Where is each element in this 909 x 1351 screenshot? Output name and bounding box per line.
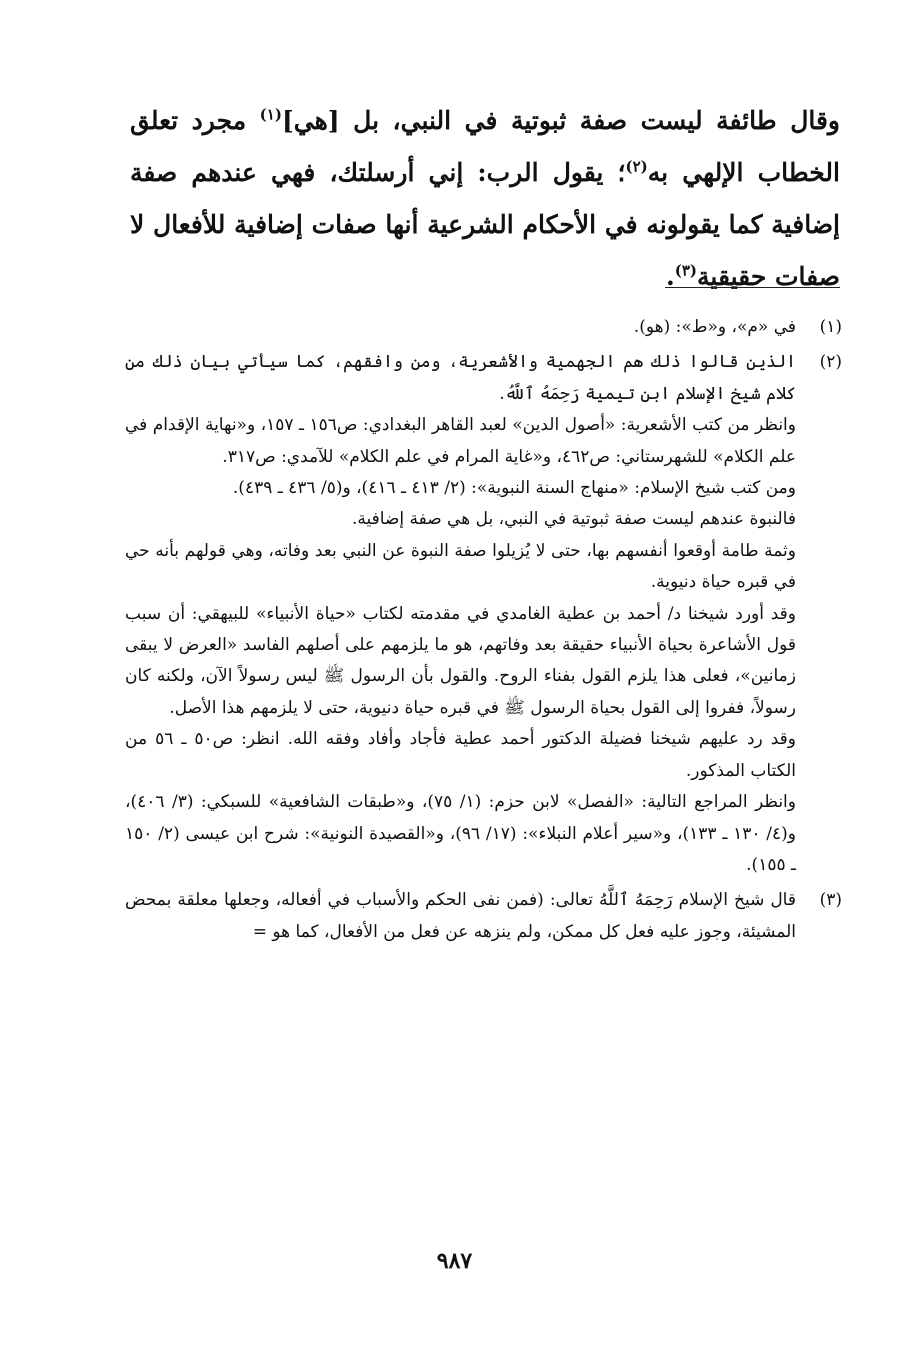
footnote-paragraph: وانظر المراجع التالية: «الفصل» لابن حزم: (١/ ٧٥)، و«طبقات الشافعية» للسبكي: (٣/ ٤٠٦)، و(٤/ ١٣٠ ـ ١٣٣)، و«سير أعلام النبلاء»: (١٧/ ٩٦)، و«القصيدة النونية»: شرح ابن عيسى (٢/ ١٥٠ ـ ١٥٥). [125, 792, 796, 875]
footnote-ref: (٢) [625, 157, 648, 176]
main-text-part: ؛ يقول الرب: إني أرسلتك، فهي عندهم صفة إضافية كما يقولونه في الأحكام الشرعية أنها صفات إضافية للأفعال لا صفات حقيقية [130, 158, 840, 291]
footnote [125, 885, 842, 948]
footnote-ref: (٣) [674, 261, 698, 280]
footnote-paragraph: وقد أورد شيخنا د/ أحمد بن عطية الغامدي في مقدمته لكتاب «حياة الأنبياء» للبيهقي: أن سبب قول الأشاعرة بحياة الأنبياء حقيقة بعد وفاتهم، هو ما يلزمهم على أصلهم الفاسد «العرض لا يبقى زمانين»، فعلى هذا يلزم القول بفناء الروح. والقول بأن الرسول ﷺ ليس رسولاً الآن، ولكنه كان رسولاً، ففروا إلى القول بحياة الرسول ﷺ في قبره حياة دنيوية، حتى لا يلزمهم هذا الأصل. [125, 603, 796, 718]
main-text-part: . [666, 262, 675, 291]
footnote-paragraph: فالنبوة عندهم ليست صفة ثبوتية في النبي، بل هي صفة إضافية. [351, 509, 796, 530]
footnote-paragraph: قال شيخ الإسلام رَحِمَهُ ٱللَّهُ تعالى: (فمن نفى الحكم والأسباب في أفعاله، وجعلها معلقة بمحض المشيئة، وجوز عليه فعل كل ممكن، ولم ينزهه عن فعل من الأفعال، كما هو = [125, 890, 796, 942]
main-text-part: مجرد تعلق الخطاب الإلهي به [130, 106, 840, 187]
footnote-ref: (١) [259, 105, 282, 124]
main-text [130, 95, 840, 303]
footnote-body [125, 347, 796, 881]
footnote-body [125, 885, 796, 948]
footnote-number: (١) [819, 317, 842, 337]
footnote-paragraph: وقد رد عليهم شيخنا فضيلة الدكتور أحمد عطية فأجاد وأفاد وفقه الله. انظر: ص٥٠ ـ ٥٦ من الكتاب المذكور. [125, 729, 797, 781]
page-number: ٩٨٧ [436, 1248, 473, 1274]
footnote-paragraph: الذين قالوا ذلك هم الجهمية والأشعرية، ومن وافقهم، كما سيأتي بيان ذلك من كلام شيخ الإسلام ابن تيمية رَحِمَهُ ٱللَّهُ. [125, 352, 796, 404]
footnote-number: (٢) [819, 352, 842, 373]
footnote-paragraph: وثمة طامة أوقعوا أنفسهم بها، حتى لا يُزيلوا صفة النبوة عن النبي بعد وفاته، وهي قولهم بأنه حي في قبره حياة دنيوية. [125, 540, 796, 593]
footnote-body [125, 312, 796, 343]
footnote [125, 347, 842, 881]
footnotes [125, 312, 842, 952]
footnote-paragraph: في «م»، و«ط»: (هو). [633, 317, 796, 337]
footnote-separator [665, 287, 840, 288]
footnote [125, 312, 842, 343]
footnote-paragraph: ومن كتب شيخ الإسلام: «منهاج السنة النبوية»: (٢/ ٤١٣ ـ ٤١٦)، و(٥/ ٤٣٦ ـ ٤٣٩). [232, 478, 796, 499]
main-paragraph [130, 95, 840, 303]
main-text-part: وقال طائفة ليست صفة ثبوتية في النبي، بل [هي] [281, 106, 840, 135]
footnote-paragraph: وانظر من كتب الأشعرية: «أصول الدين» لعبد القاهر البغدادي: ص١٥٦ ـ ١٥٧، و«نهاية الإقدام في علم الكلام» للشهرستاني: ص٤٦٢، و«غاية المرام في علم الكلام» للآمدي: ص٣١٧. [125, 415, 796, 467]
footnote-number: (٣) [819, 890, 842, 911]
